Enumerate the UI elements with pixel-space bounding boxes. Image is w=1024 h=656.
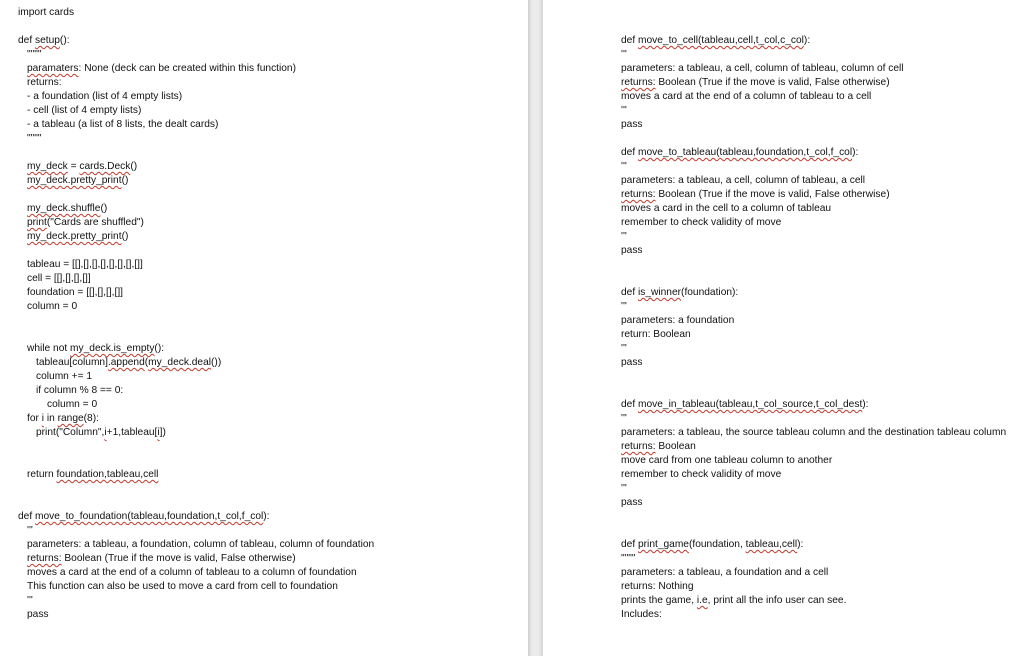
code-text: parameters: a tableau, a foundation, column of tableau, column of foundation bbox=[27, 539, 375, 550]
code-text: Boolean (True if the move is valid, False otherwise) bbox=[655, 77, 890, 88]
code-line bbox=[621, 174, 865, 187]
code-text: returns: Nothing bbox=[621, 581, 694, 592]
code-text: import cards bbox=[18, 7, 75, 18]
code-line bbox=[36, 370, 92, 383]
code-text: Includes: bbox=[621, 609, 662, 620]
code-line bbox=[621, 482, 627, 495]
spellcheck-flagged-text: returns: bbox=[621, 189, 656, 200]
code-text: ''' bbox=[27, 525, 33, 536]
code-text: - cell (list of 4 empty lists) bbox=[27, 105, 142, 116]
code-text: (foundation): bbox=[681, 287, 739, 298]
code-line bbox=[27, 62, 296, 75]
code-text: moves a card at the end of a column of tableau to a column of foundation bbox=[27, 567, 357, 578]
code-text: ]) bbox=[159, 427, 166, 438]
spellcheck-flagged-text: i.e bbox=[696, 595, 708, 606]
code-text: () bbox=[121, 175, 129, 186]
code-line bbox=[47, 398, 97, 411]
code-text: remember to check validity of move bbox=[621, 469, 782, 480]
code-text: - a foundation (list of 4 empty lists) bbox=[27, 91, 183, 102]
code-text: ( bbox=[144, 357, 149, 368]
code-line bbox=[36, 426, 166, 439]
code-line bbox=[621, 90, 871, 103]
code-line bbox=[36, 356, 221, 369]
code-text: returns: bbox=[27, 77, 62, 88]
code-text: ): bbox=[862, 399, 869, 410]
spellcheck-flagged-text: setup bbox=[35, 35, 60, 46]
code-text: Boolean bbox=[655, 441, 696, 452]
code-line bbox=[621, 412, 627, 425]
code-text: ): bbox=[803, 35, 811, 46]
code-line bbox=[27, 286, 123, 299]
code-line bbox=[621, 188, 890, 201]
code-text: : None (deck can be created within this function) bbox=[78, 63, 296, 74]
code-text: def bbox=[621, 539, 638, 550]
spellcheck-flagged-text: returns: bbox=[621, 77, 656, 88]
code-text: pass bbox=[621, 245, 643, 256]
spellcheck-flagged-text: is_winner bbox=[638, 287, 682, 298]
code-line bbox=[621, 62, 904, 75]
code-line bbox=[621, 314, 734, 327]
code-line bbox=[621, 356, 643, 369]
code-line bbox=[27, 76, 62, 89]
code-text: (): bbox=[59, 35, 70, 46]
code-text: def bbox=[621, 287, 638, 298]
code-text: def bbox=[621, 35, 638, 46]
code-line bbox=[18, 6, 74, 19]
code-line bbox=[27, 90, 182, 103]
spellcheck-flagged-text: i bbox=[157, 427, 160, 438]
code-text: ''' bbox=[621, 49, 627, 60]
code-line bbox=[27, 538, 374, 551]
spellcheck-flagged-text: move_to_cell(tableau,cell,t_col,c_col bbox=[638, 35, 804, 46]
code-line bbox=[27, 300, 77, 313]
page-gap bbox=[528, 0, 543, 656]
code-text: ): bbox=[797, 539, 804, 550]
code-line bbox=[621, 216, 781, 229]
code-text: foundation = [[],[],[],[]] bbox=[27, 287, 123, 298]
spellcheck-flagged-text: cards.Deck bbox=[79, 161, 131, 172]
code-text: column = 0 bbox=[27, 301, 78, 312]
spellcheck-flagged-text: my_deck.pretty_print bbox=[27, 231, 122, 242]
spellcheck-flagged-text: range bbox=[57, 413, 84, 424]
code-line bbox=[18, 510, 270, 523]
code-line bbox=[621, 566, 828, 579]
code-line bbox=[621, 538, 803, 551]
code-line bbox=[621, 594, 846, 607]
code-text: column = 0 bbox=[47, 399, 98, 410]
code-text: This function can also be used to move a card from cell to foundation bbox=[27, 581, 338, 592]
code-text: parameters: a foundation bbox=[621, 315, 735, 326]
code-text: while not bbox=[27, 343, 71, 354]
code-text: ()) bbox=[211, 357, 222, 368]
spellcheck-flagged-text: foundation,tableau,cell bbox=[56, 469, 159, 480]
spellcheck-flagged-text: returns: bbox=[621, 441, 656, 452]
code-text: () bbox=[121, 231, 129, 242]
code-text: def bbox=[621, 147, 638, 158]
code-text: Boolean (True if the move is valid, False otherwise) bbox=[655, 189, 890, 200]
code-line bbox=[27, 48, 41, 61]
code-text: return bbox=[27, 469, 57, 480]
spellcheck-flagged-text: move_to_foundation(tableau,foundation,t_col,f_col bbox=[35, 511, 264, 522]
code-text: () bbox=[100, 203, 108, 214]
code-text: """" bbox=[621, 553, 636, 564]
right-document-page bbox=[543, 0, 1024, 656]
code-text: ("Cards are shuffled") bbox=[46, 217, 144, 228]
code-text: ''' bbox=[621, 231, 627, 242]
spellcheck-flagged-text: move_to_tableau(tableau,foundation,t_col,f_col bbox=[638, 147, 853, 158]
code-text: ''' bbox=[621, 105, 627, 116]
code-line bbox=[27, 160, 137, 173]
spellcheck-flagged-text: move_in_tableau(tableau,t_col_source,t_col_dest bbox=[638, 399, 863, 410]
code-text: ''' bbox=[621, 161, 627, 172]
code-text: parameters: a tableau, a cell, column of tableau, column of cell bbox=[621, 63, 904, 74]
code-text: ''' bbox=[621, 343, 627, 354]
code-line bbox=[27, 132, 41, 145]
spellcheck-flagged-text: my_deck.deal bbox=[148, 357, 212, 368]
code-text: prints the game, bbox=[621, 595, 697, 606]
code-line bbox=[27, 258, 143, 271]
code-text: def bbox=[18, 511, 35, 522]
code-line bbox=[621, 286, 738, 299]
spellcheck-flagged-text: my_deck.shuffle bbox=[27, 203, 101, 214]
spellcheck-flagged-text: i bbox=[104, 427, 107, 438]
code-line bbox=[621, 104, 627, 117]
code-line bbox=[621, 426, 1006, 439]
code-text: remember to check validity of move bbox=[621, 217, 782, 228]
code-text: in bbox=[44, 413, 58, 424]
code-line bbox=[621, 48, 627, 61]
code-text: +1,tableau[ bbox=[106, 427, 158, 438]
code-text: - a tableau (a list of 8 lists, the dealt cards) bbox=[27, 119, 219, 130]
code-line bbox=[621, 440, 696, 453]
code-text: , print all the info user can see. bbox=[707, 595, 847, 606]
code-line bbox=[621, 342, 627, 355]
code-line bbox=[27, 342, 164, 355]
spellcheck-flagged-text: returns: bbox=[27, 553, 62, 564]
code-text: tableau = [[],[],[],[],[],[],[],[]] bbox=[27, 259, 143, 270]
code-line bbox=[27, 118, 218, 131]
code-line bbox=[621, 160, 627, 173]
code-line bbox=[621, 552, 635, 565]
code-line bbox=[621, 454, 832, 467]
code-text: (foundation, bbox=[688, 539, 746, 550]
code-line bbox=[621, 76, 890, 89]
code-line bbox=[27, 230, 128, 243]
spellcheck-flagged-text: my_deck.is_empty bbox=[70, 343, 155, 354]
code-text: cell = [[],[],[],[]] bbox=[27, 273, 91, 284]
code-line bbox=[621, 202, 831, 215]
code-line bbox=[621, 118, 643, 131]
code-line bbox=[621, 300, 627, 313]
spellcheck-flagged-text: print bbox=[27, 217, 47, 228]
code-text: ): bbox=[852, 147, 859, 158]
spellcheck-flagged-text: i bbox=[41, 413, 44, 424]
spellcheck-flagged-text: tableau,cell bbox=[745, 539, 798, 550]
code-line bbox=[27, 594, 33, 607]
code-text: def bbox=[18, 35, 35, 46]
code-text: ''' bbox=[621, 301, 627, 312]
code-line bbox=[621, 244, 643, 257]
code-line bbox=[621, 468, 781, 481]
code-text: parameters: a tableau, a cell, column of tableau, a cell bbox=[621, 175, 866, 186]
code-line bbox=[621, 146, 858, 159]
code-line bbox=[27, 272, 91, 285]
code-text: Boolean (True if the move is valid, False otherwise) bbox=[61, 553, 296, 564]
code-text: parameters: a tableau, the source tableau column and the destination tableau column bbox=[621, 427, 1007, 438]
code-line bbox=[27, 104, 141, 117]
code-text: ''' bbox=[27, 595, 33, 606]
code-text: ''' bbox=[621, 413, 627, 424]
code-line bbox=[27, 174, 128, 187]
code-text: pass bbox=[621, 357, 643, 368]
code-line bbox=[27, 412, 99, 425]
code-line bbox=[621, 328, 691, 341]
code-text: moves a card at the end of a column of tableau to a cell bbox=[621, 91, 872, 102]
code-line bbox=[621, 580, 693, 593]
code-text: = bbox=[67, 161, 80, 172]
code-line bbox=[27, 216, 144, 229]
code-line bbox=[621, 496, 643, 509]
code-line bbox=[27, 608, 49, 621]
code-line bbox=[27, 566, 357, 579]
code-text: pass bbox=[621, 119, 643, 130]
code-text: ): bbox=[263, 511, 270, 522]
code-text: return: Boolean bbox=[621, 329, 691, 340]
code-text: pass bbox=[621, 497, 643, 508]
code-text: parameters: a tableau, a foundation and a cell bbox=[621, 567, 829, 578]
code-text: if column % 8 == 0: bbox=[36, 385, 124, 396]
code-text: def bbox=[621, 399, 638, 410]
code-text: (): bbox=[154, 343, 165, 354]
code-text: """" bbox=[27, 49, 42, 60]
spellcheck-flagged-text: .append bbox=[107, 357, 145, 368]
code-line bbox=[27, 468, 158, 481]
code-line bbox=[621, 34, 810, 47]
code-text: pass bbox=[27, 609, 49, 620]
code-line bbox=[621, 608, 662, 621]
code-text: column += 1 bbox=[36, 371, 93, 382]
code-text: print("Column", bbox=[36, 427, 105, 438]
code-text: ''' bbox=[621, 483, 627, 494]
code-line bbox=[27, 202, 107, 215]
code-text: """" bbox=[27, 133, 42, 144]
code-line bbox=[27, 580, 338, 593]
code-line bbox=[621, 230, 627, 243]
code-text: tableau[column] bbox=[36, 357, 108, 368]
code-line bbox=[621, 398, 869, 411]
code-text: move card from one tableau column to another bbox=[621, 455, 833, 466]
code-text: (8): bbox=[83, 413, 99, 424]
code-line bbox=[36, 384, 123, 397]
spellcheck-flagged-text: paramaters bbox=[27, 63, 79, 74]
code-text: for bbox=[27, 413, 42, 424]
code-text: () bbox=[130, 161, 138, 172]
code-line bbox=[18, 34, 70, 47]
spellcheck-flagged-text: my_deck bbox=[27, 161, 68, 172]
spellcheck-flagged-text: print_game bbox=[638, 539, 689, 550]
code-text: moves a card in the cell to a column of tableau bbox=[621, 203, 832, 214]
spellcheck-flagged-text: my_deck.pretty_print bbox=[27, 175, 122, 186]
code-line bbox=[27, 552, 296, 565]
code-line bbox=[27, 524, 33, 537]
